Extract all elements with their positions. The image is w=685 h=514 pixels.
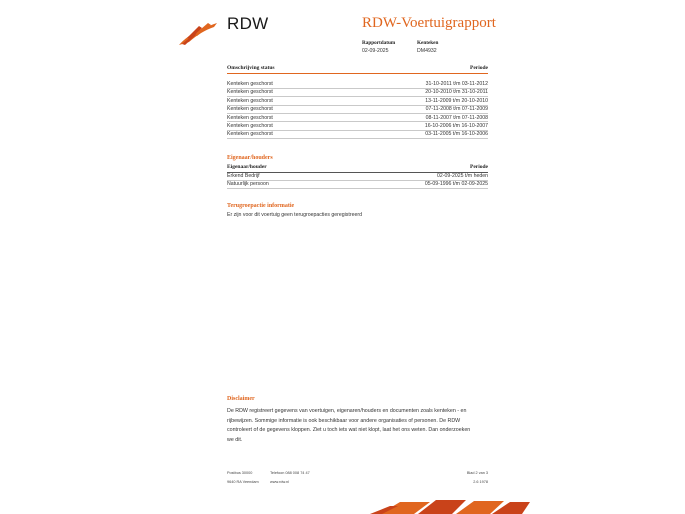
period-cell: 20-10-2010 t/m 31-10-2011 — [425, 89, 488, 96]
footer-version: 2.6 1978 — [473, 480, 488, 484]
status-column-header: Omschrijving status — [227, 65, 275, 71]
status-cell: Kenteken geschorst — [227, 114, 273, 121]
rdw-logo-icon — [177, 20, 219, 46]
footer-phone: Telefoon 088 008 74 47 — [270, 471, 310, 475]
period-cell: 03-11-2005 t/m 16-10-2006 — [425, 131, 488, 138]
owner-cell: Natuurlijk persoon — [227, 181, 269, 188]
status-cell: Kenteken geschorst — [227, 131, 273, 138]
disclaimer-line: rijbewijzen. Sommige informatie is ook beschikbaar voor andere organisaties of personen. De RDW — [227, 417, 461, 424]
status-cell: Kenteken geschorst — [227, 97, 273, 104]
status-cell: Kenteken geschorst — [227, 89, 273, 96]
footer-postbus: Postbus 30000 — [227, 471, 253, 475]
brand-name: RDW — [227, 14, 269, 33]
license-plate-label: Kenteken — [417, 40, 439, 46]
period-cell: 16-10-2006 t/m 16-10-2007 — [424, 122, 488, 129]
report-date-value: 02-09-2025 — [362, 48, 389, 54]
decorative-stripes-icon — [370, 492, 530, 514]
footer-page-number: Blad 2 van 3 — [466, 471, 488, 475]
owner-period-header: Periode — [469, 164, 488, 170]
disclaimer-title: Disclaimer — [227, 396, 255, 402]
owners-section-title: Eigenaar/houders — [227, 155, 273, 161]
period-cell: 13-11-2009 t/m 20-10-2010 — [425, 97, 488, 104]
period-cell: 02-09-2025 t/m heden — [436, 173, 488, 179]
recall-section-title: Terugroepactie informatie — [227, 203, 295, 209]
disclaimer-line: De RDW registreert gegevens van voertuigen, eigenaren/houders en documenten zoals kenteken - en — [227, 408, 467, 414]
status-cell: Kenteken geschorst — [227, 81, 273, 87]
table-row — [227, 80, 488, 88]
status-header-rule — [227, 73, 488, 74]
status-period-header: Periode — [469, 65, 488, 71]
footer-city: 9640 RA Veendam — [227, 480, 259, 484]
table-row — [227, 105, 488, 113]
owners-table — [227, 172, 488, 189]
report-title: RDW-Voertuigrapport — [362, 15, 496, 31]
disclaimer-line: controleert of de gegevens kloppen. Ziet u toch iets wat niet klopt, laat het ons weten. Dan onderzoeken — [227, 427, 471, 433]
disclaimer-text — [227, 407, 489, 445]
period-cell: 07-11-2008 t/m 07-11-2009 — [425, 106, 488, 113]
recall-text: Er zijn voor dit voertuig geen terugroepacties geregistreerd — [227, 212, 362, 218]
period-cell: 08-11-2007 t/m 07-11-2008 — [425, 114, 488, 121]
period-cell: 05-09-1996 t/m 02-09-2025 — [424, 181, 488, 188]
row-divider — [227, 188, 488, 189]
table-row — [227, 180, 488, 188]
table-row — [227, 122, 488, 130]
row-divider — [227, 138, 488, 139]
status-table — [227, 80, 488, 139]
owner-cell: Erkend Bedrijf — [227, 173, 260, 179]
period-cell: 31-10-2011 t/m 03-11-2012 — [425, 81, 488, 87]
table-row — [227, 172, 488, 180]
report-date-label: Rapportdatum — [362, 40, 396, 46]
owner-column-header: Eigenaar/houder — [227, 164, 267, 170]
table-row — [227, 130, 488, 138]
status-cell: Kenteken geschorst — [227, 122, 273, 129]
license-plate-value: DM4932 — [417, 48, 437, 54]
footer-website: www.rdw.nl — [270, 480, 289, 484]
table-row — [227, 88, 488, 96]
status-cell: Kenteken geschorst — [227, 106, 273, 113]
disclaimer-line: we dit. — [227, 436, 243, 443]
table-row — [227, 97, 488, 105]
table-row — [227, 114, 488, 122]
